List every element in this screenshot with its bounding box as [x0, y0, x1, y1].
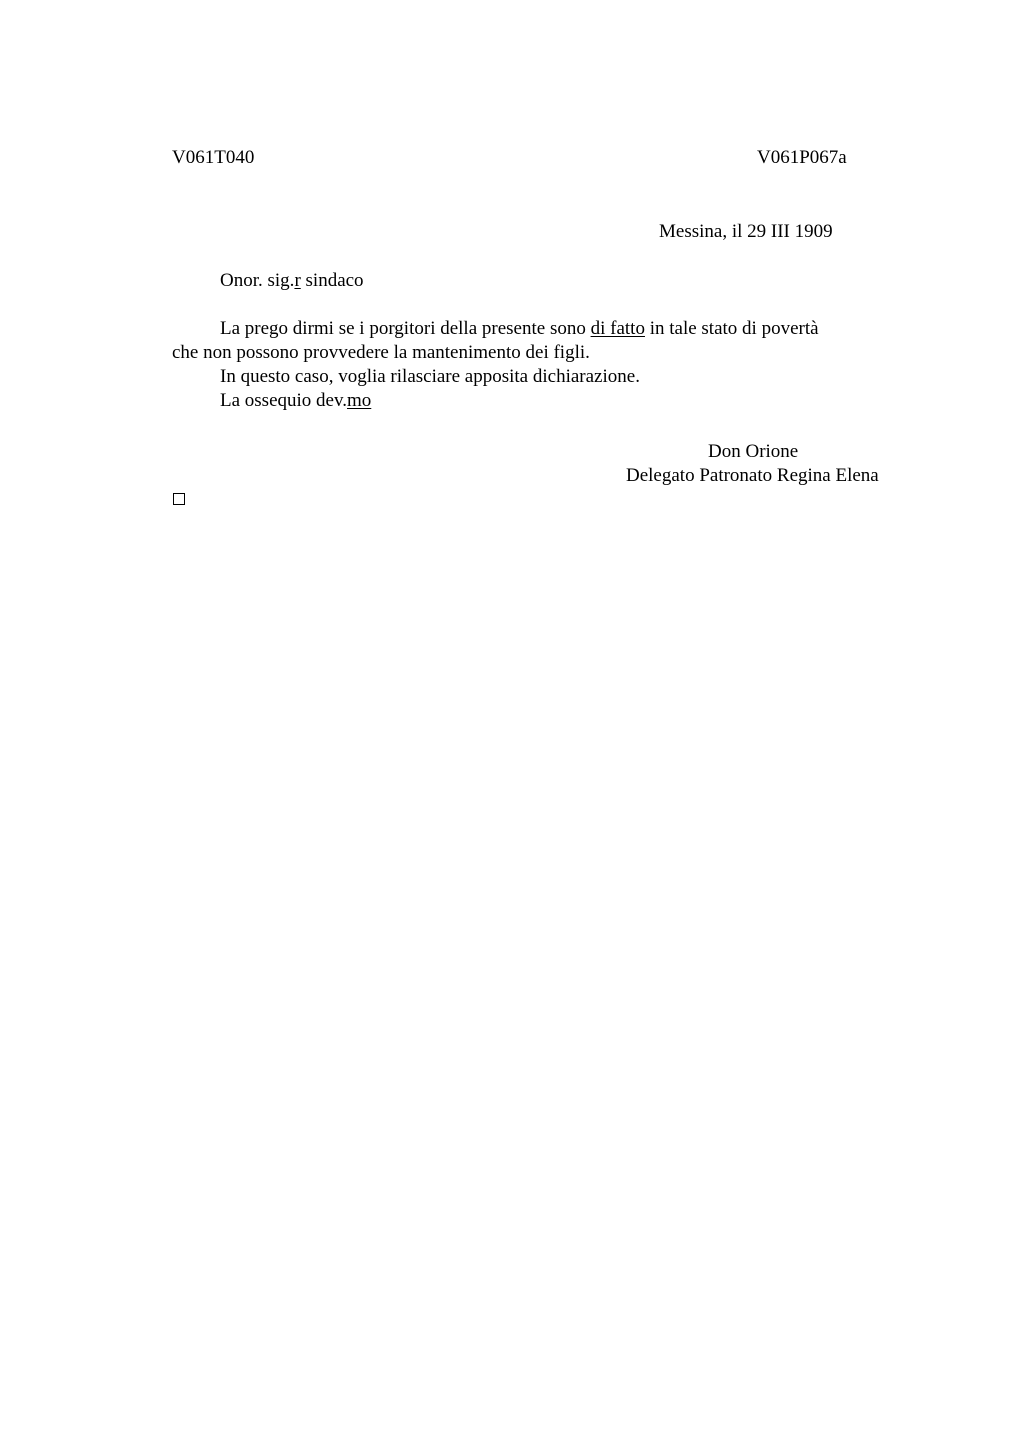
- p1-underlined: di fatto: [590, 318, 645, 339]
- letter-body: [172, 317, 872, 413]
- body-paragraph-1-line-2: che non possono provvedere la mantenimento dei figli.: [172, 342, 590, 363]
- p1-text-before: La prego dirmi se i porgitori della presente sono: [220, 318, 591, 339]
- checkbox-square-icon: [173, 493, 185, 505]
- signature-title: Delegato Patronato Regina Elena: [626, 465, 879, 486]
- p1-text-after: in tale stato di povertà: [644, 318, 819, 339]
- body-paragraph-1: [172, 317, 872, 341]
- dateline: Messina, il 29 III 1909: [659, 221, 833, 242]
- salutation: [220, 269, 364, 293]
- salutation-suffix: sindaco: [300, 270, 364, 291]
- body-paragraph-3: [172, 389, 872, 413]
- p3-text-before: La ossequio dev.: [220, 390, 347, 411]
- salutation-prefix: Onor. sig.: [220, 270, 295, 291]
- document-code-left: V061T040: [172, 147, 255, 168]
- p3-underlined: mo: [347, 390, 372, 411]
- signature-name: Don Orione: [708, 441, 799, 462]
- document-code-right: V061P067a: [757, 147, 847, 168]
- body-paragraph-2: In questo caso, voglia rilasciare apposita dichiarazione.: [220, 366, 640, 387]
- salutation-superscript: r: [294, 270, 301, 291]
